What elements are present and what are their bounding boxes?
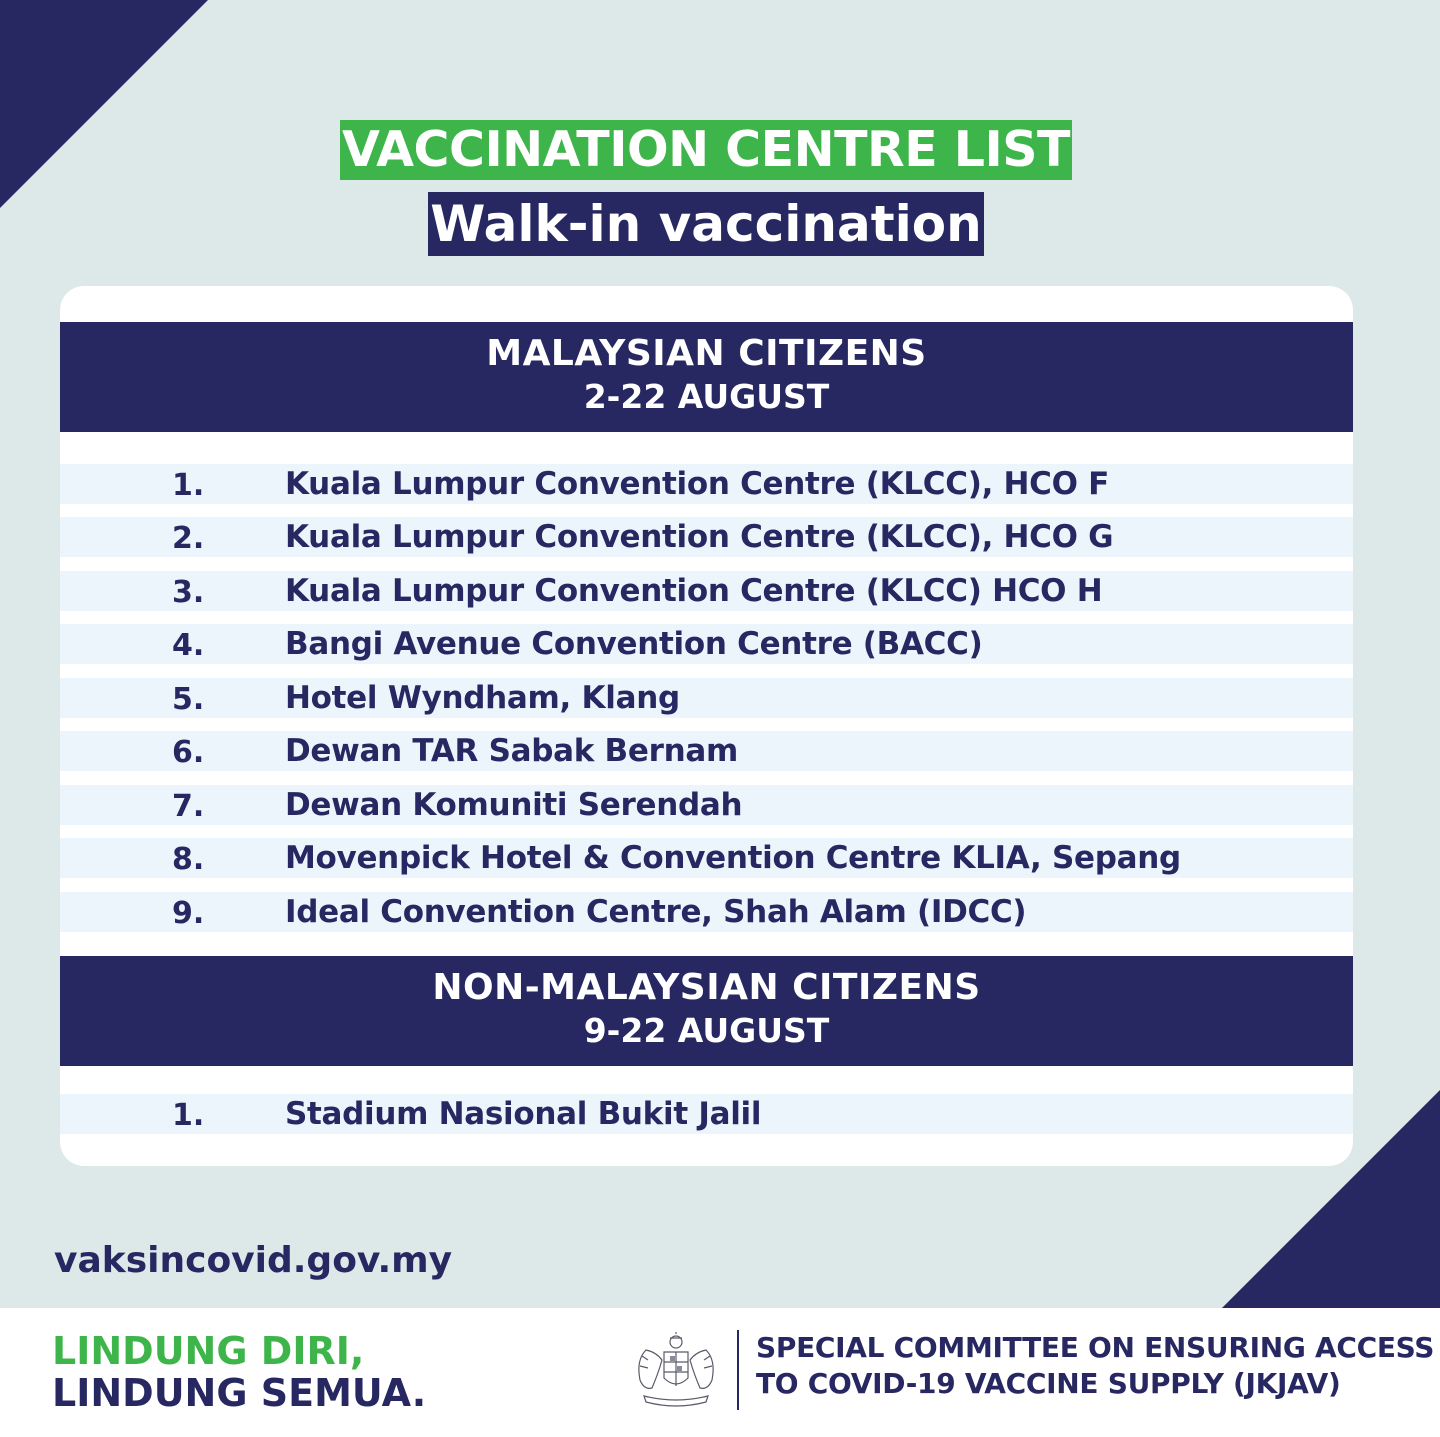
list-item <box>60 678 1353 718</box>
slogan <box>52 1330 426 1414</box>
malaysian-citizens-header <box>60 322 1353 432</box>
section-title: NON-MALAYSIAN CITIZENS <box>432 967 981 1008</box>
committee-line-2: TO COVID-19 VACCINE SUPPLY (JKJAV) <box>756 1367 1341 1400</box>
item-number: 4. <box>172 628 205 663</box>
item-number: 5. <box>172 682 205 717</box>
section-dates: 9-22 AUGUST <box>583 1011 830 1050</box>
centre-list-card <box>60 286 1353 1166</box>
slogan-line-1: LINDUNG DIRI, <box>52 1329 365 1373</box>
centre-name: Ideal Convention Centre, Shah Alam (IDCC) <box>285 894 1027 930</box>
website-link[interactable]: vaksincovid.gov.my <box>54 1240 453 1281</box>
list-item <box>60 731 1353 771</box>
list-item <box>60 838 1353 878</box>
list-item <box>60 624 1353 664</box>
slogan-line-2: LINDUNG SEMUA. <box>52 1371 427 1415</box>
item-number: 2. <box>172 521 205 556</box>
non-malaysian-citizens-header <box>60 956 1353 1066</box>
item-number: 9. <box>172 896 205 931</box>
item-number: 7. <box>172 789 205 824</box>
section-dates: 2-22 AUGUST <box>583 377 830 416</box>
centre-name: Kuala Lumpur Convention Centre (KLCC) HCO H <box>285 573 1103 609</box>
committee-line-1: SPECIAL COMMITTEE ON ENSURING ACCESS <box>756 1331 1435 1364</box>
centre-name: Dewan TAR Sabak Bernam <box>285 733 738 769</box>
item-number: 6. <box>172 735 205 770</box>
page-subtitle: Walk-in vaccination <box>0 192 1412 256</box>
list-item <box>60 571 1353 611</box>
centre-name: Movenpick Hotel & Convention Centre KLIA, Sepang <box>285 840 1181 876</box>
committee-name <box>756 1330 1434 1402</box>
list-item <box>60 464 1353 504</box>
item-number: 1. <box>172 468 205 503</box>
footer-bar <box>0 1308 1440 1437</box>
malaysia-coat-of-arms-icon <box>626 1330 726 1410</box>
centre-name: Hotel Wyndham, Klang <box>285 680 680 716</box>
centre-name: Dewan Komuniti Serendah <box>285 787 743 823</box>
centre-name: Kuala Lumpur Convention Centre (KLCC), HCO F <box>285 466 1110 502</box>
item-number: 1. <box>172 1098 205 1133</box>
list-item <box>60 892 1353 932</box>
list-item <box>60 1094 1353 1134</box>
centre-name: Stadium Nasional Bukit Jalil <box>285 1096 762 1132</box>
centre-name: Bangi Avenue Convention Centre (BACC) <box>285 626 983 662</box>
footer-divider <box>737 1330 739 1410</box>
item-number: 8. <box>172 842 205 877</box>
item-number: 3. <box>172 575 205 610</box>
list-item <box>60 517 1353 557</box>
centre-name: Kuala Lumpur Convention Centre (KLCC), HCO G <box>285 519 1114 555</box>
page-title: VACCINATION CENTRE LIST <box>342 121 1070 178</box>
list-item <box>60 785 1353 825</box>
section-title: MALAYSIAN CITIZENS <box>486 333 927 374</box>
